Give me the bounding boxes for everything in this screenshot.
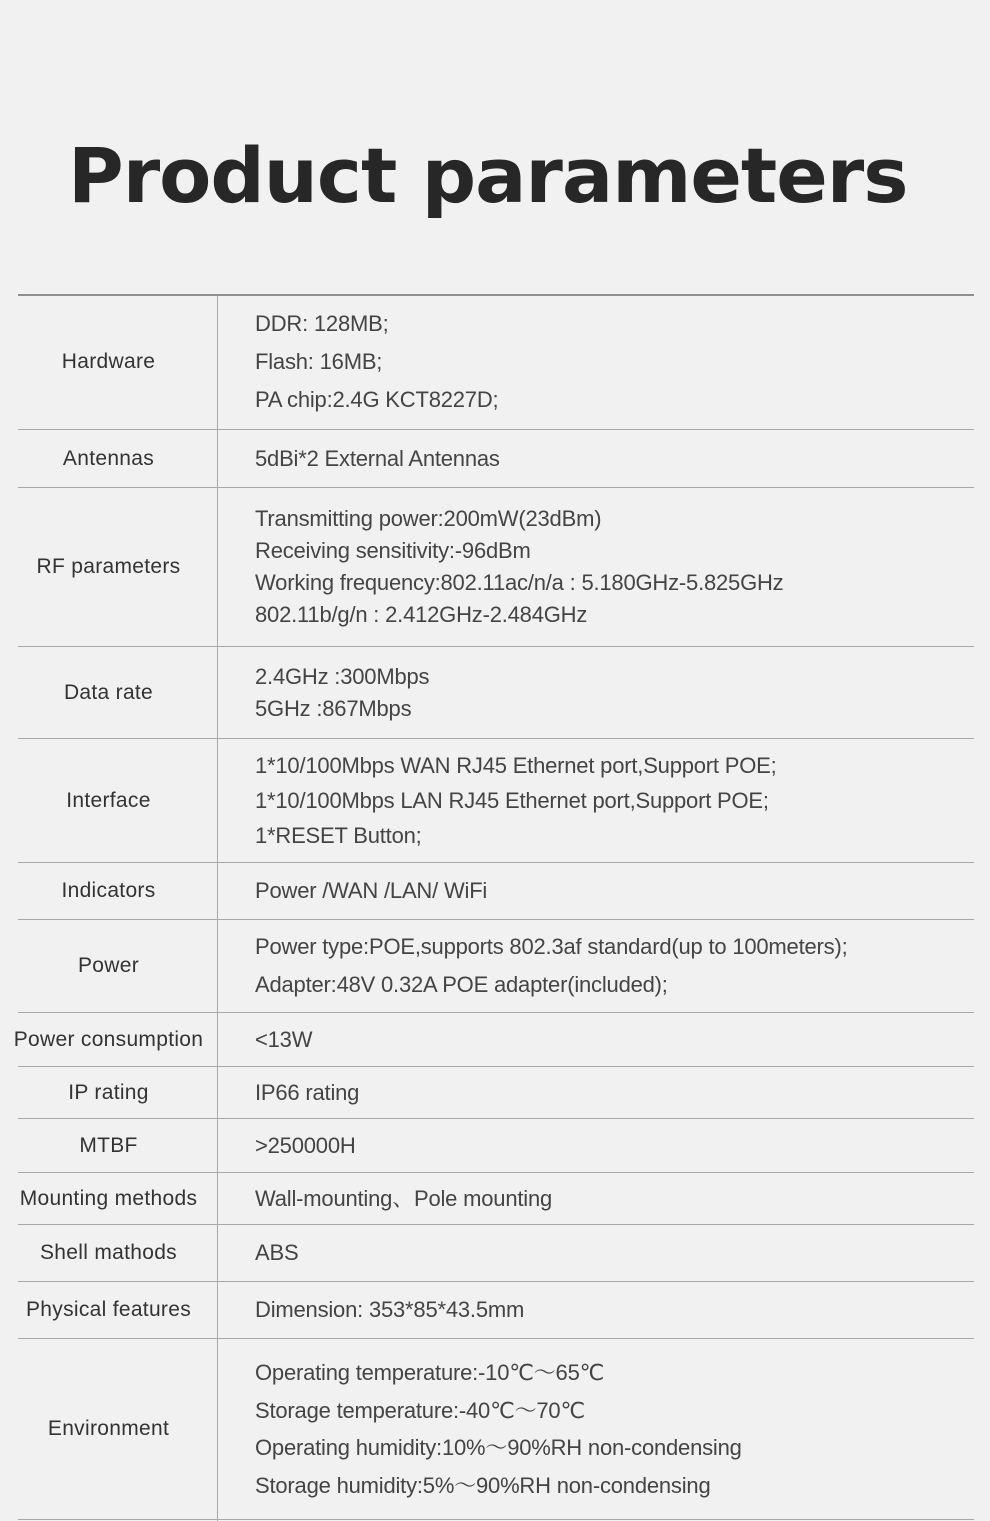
value-line: 802.11b/g/n : 2.412GHz-2.484GHz [255,602,588,627]
row-label: IP rating [68,1080,149,1104]
value-line: 1*10/100Mbps LAN RJ45 Ethernet port,Support POE; [255,788,769,813]
row-label: MTBF [79,1133,138,1157]
value-line: IP66 rating [255,1079,360,1105]
value-line: 1*10/100Mbps WAN RJ45 Ethernet port,Support POE; [255,753,777,778]
row-value [255,1067,974,1118]
value-line: <13W [255,1026,313,1052]
value-line: Adapter:48V 0.32A POE adapter(included); [255,972,668,997]
page-title: Product parameters [68,131,908,220]
row-label: Indicators [61,879,156,902]
row-label: Environment [47,1417,170,1440]
value-line: 2.4GHz :300Mbps [255,663,430,689]
row-value [255,1173,974,1224]
row-label: Interface [66,788,151,812]
value-line: Dimension: 353*85*43.5mm [255,1297,525,1322]
value-line: 1*RESET Button; [255,823,422,848]
row-label: Power consumption [13,1027,204,1051]
value-line: ABS [255,1240,299,1265]
row-value [255,1282,974,1338]
row-label: Mounting methods [19,1186,198,1210]
row-label: RF parameters [36,555,181,578]
row-value [255,1339,974,1519]
value-line: Storage humidity:5%～90%RH non-condensing [255,1472,711,1498]
row-value [255,920,974,1012]
value-line: Power /WAN /LAN/ WiFi [255,878,488,903]
row-value [255,1119,974,1172]
value-line: Working frequency:802.11ac/n/a : 5.180GHz-5.825GHz [255,570,784,595]
row-label: Shell mathods [40,1241,177,1264]
row-label: Hardware [61,350,156,373]
row-label: Antennas [62,446,155,470]
row-value [255,488,974,646]
value-line: Power type:POE,supports 802.3af standard(up to 100meters); [255,934,848,959]
row-label: Power [77,954,140,977]
value-line: >250000H [255,1132,356,1158]
value-line: Flash: 16MB; [255,349,383,374]
row-value [255,863,974,919]
row-label: Physical features [25,1298,191,1321]
row-label: Data rate [63,680,154,704]
value-line: Storage temperature:-40℃～70℃ [255,1397,585,1423]
value-line: Operating humidity:10%～90%RH non-condensing [255,1435,742,1460]
value-line: Transmitting power:200mW(23dBm) [255,506,602,531]
value-line: PA chip:2.4G KCT8227D; [255,387,499,412]
row-value [255,430,974,487]
row-value [255,739,974,862]
row-value [255,647,974,738]
value-line: Receiving sensitivity:-96dBm [255,538,531,563]
value-line: 5GHz :867Mbps [255,695,412,721]
value-line: 5dBi*2 External Antennas [255,445,500,471]
value-line: Wall-mounting、Pole mounting [255,1185,553,1211]
row-divider [18,1519,974,1520]
row-value [255,1013,974,1066]
column-divider [217,294,218,1521]
value-line: Operating temperature:-10℃～65℃ [255,1360,605,1385]
row-value [255,295,974,429]
row-value [255,1225,974,1281]
value-line: DDR: 128MB; [255,311,389,336]
